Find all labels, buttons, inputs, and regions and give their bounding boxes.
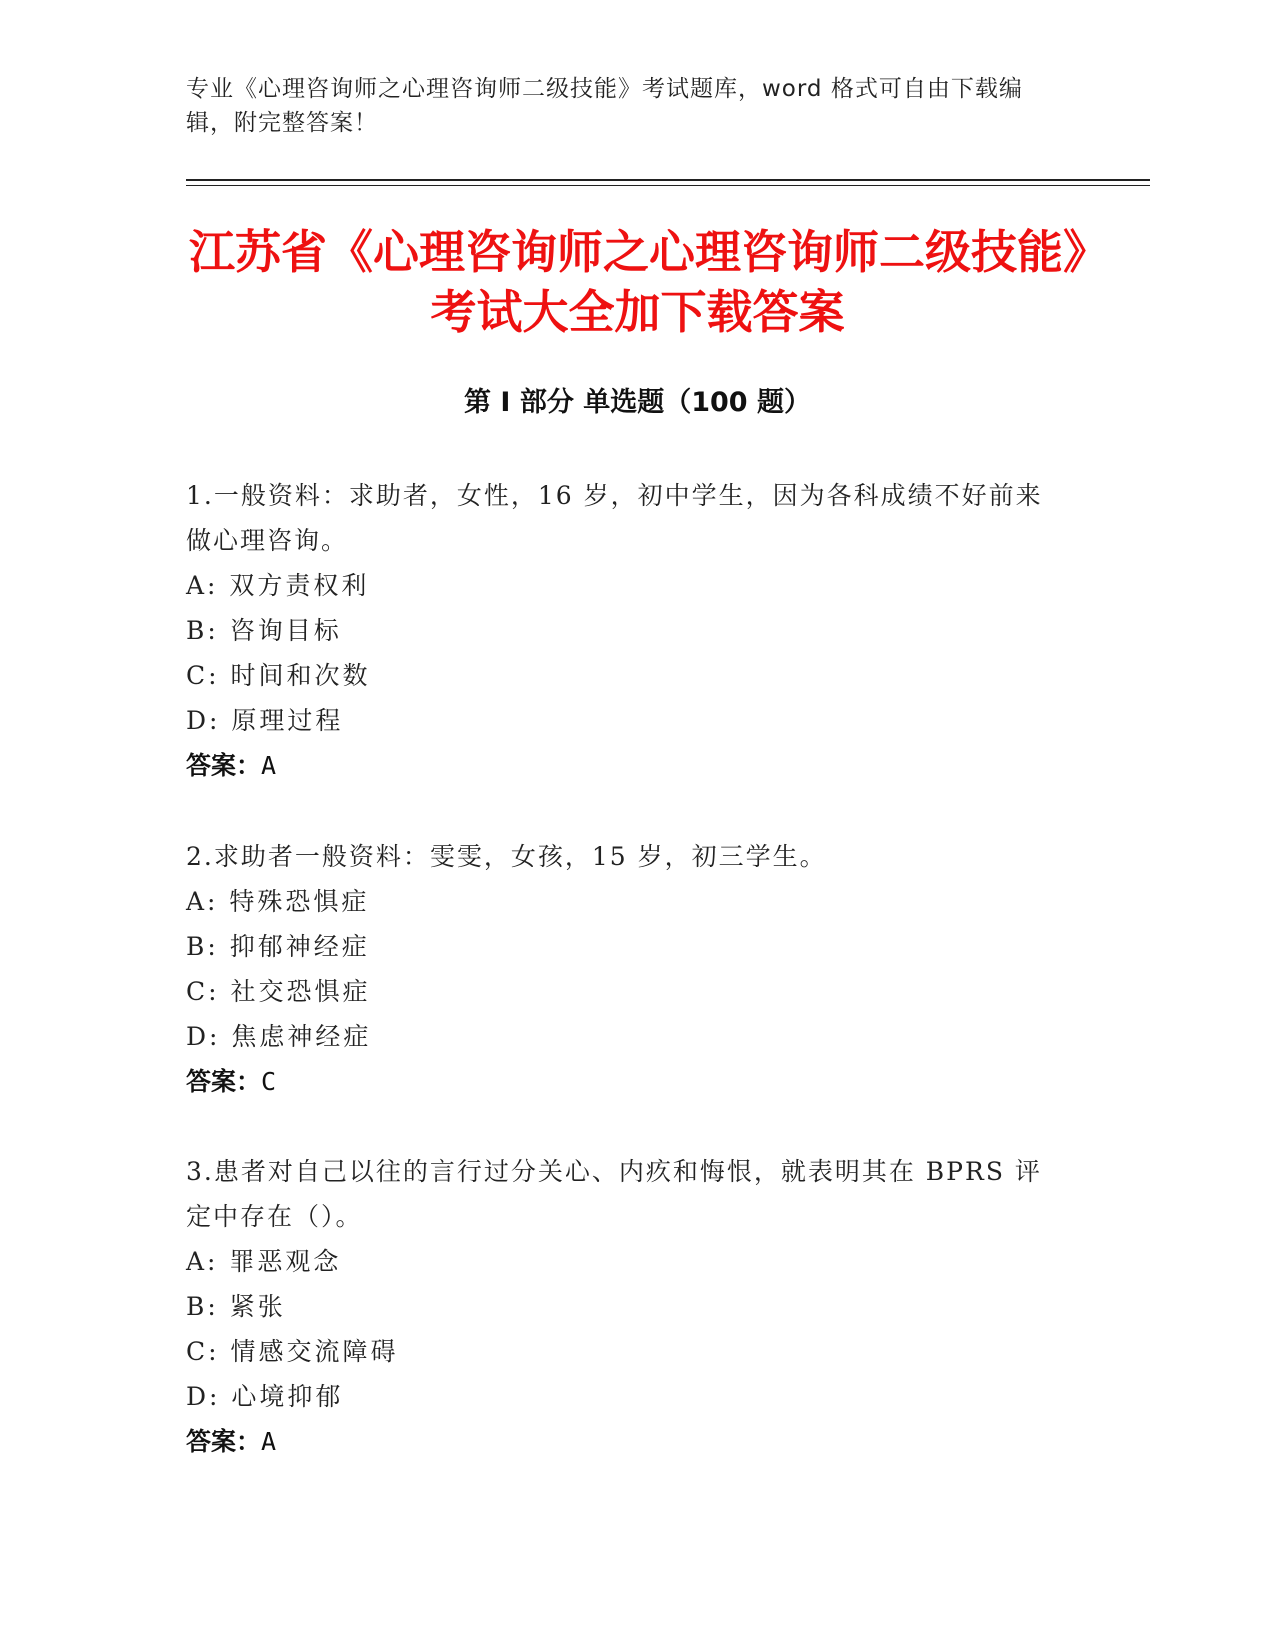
header-note: 专业《心理咨询师之心理咨询师二级技能》考试题库，word 格式可自由下载编辑，附完整答案！ [186,76,1023,136]
option-c: C: 社交恐惧症 [186,977,371,1006]
option-a: A: 特殊恐惧症 [186,887,370,916]
answer-line [186,1059,1066,1104]
option-b: B: 咨询目标 [186,616,342,645]
answer-label: 答案： [186,751,262,780]
option-b: B: 紧张 [186,1292,286,1321]
answer-label: 答案： [186,1427,262,1456]
answer-value: A [261,1427,277,1456]
answer-line [186,743,1066,788]
section-title: 第 I 部分 单选题（100 题） [463,387,811,418]
option-d: D: 心境抑郁 [186,1382,344,1411]
option-a: A: 双方责权利 [186,571,370,600]
question-stem: 1.一般资料：求助者，女性，16 岁，初中学生，因为各科成绩不好前来做心理咨询。 [186,481,1043,555]
answer-label: 答案： [186,1067,262,1096]
document-title: 江苏省《心理咨询师之心理咨询师二级技能》考试大全加下载答案 [189,225,1086,339]
option-d: D: 原理过程 [186,706,344,735]
question-block [186,1149,1066,1464]
option-b: B: 抑郁神经症 [186,932,370,961]
header-divider-thick [186,179,1150,181]
option-d: D: 焦虑神经症 [186,1022,372,1051]
header-divider-thin [186,185,1150,186]
answer-value: A [261,751,277,780]
question-block [186,834,1066,1104]
answer-value: C [261,1067,277,1096]
question-stem: 2.求助者一般资料：雯雯，女孩，15 岁，初三学生。 [186,842,827,871]
option-a: A: 罪恶观念 [186,1247,342,1276]
question-block [186,473,1066,788]
answer-line [186,1419,1066,1464]
option-c: C: 情感交流障碍 [186,1337,399,1366]
option-c: C: 时间和次数 [186,661,371,690]
question-stem: 3.患者对自己以往的言行过分关心、内疚和悔恨，就表明其在 BPRS 评定中存在（）。 [186,1157,1042,1231]
